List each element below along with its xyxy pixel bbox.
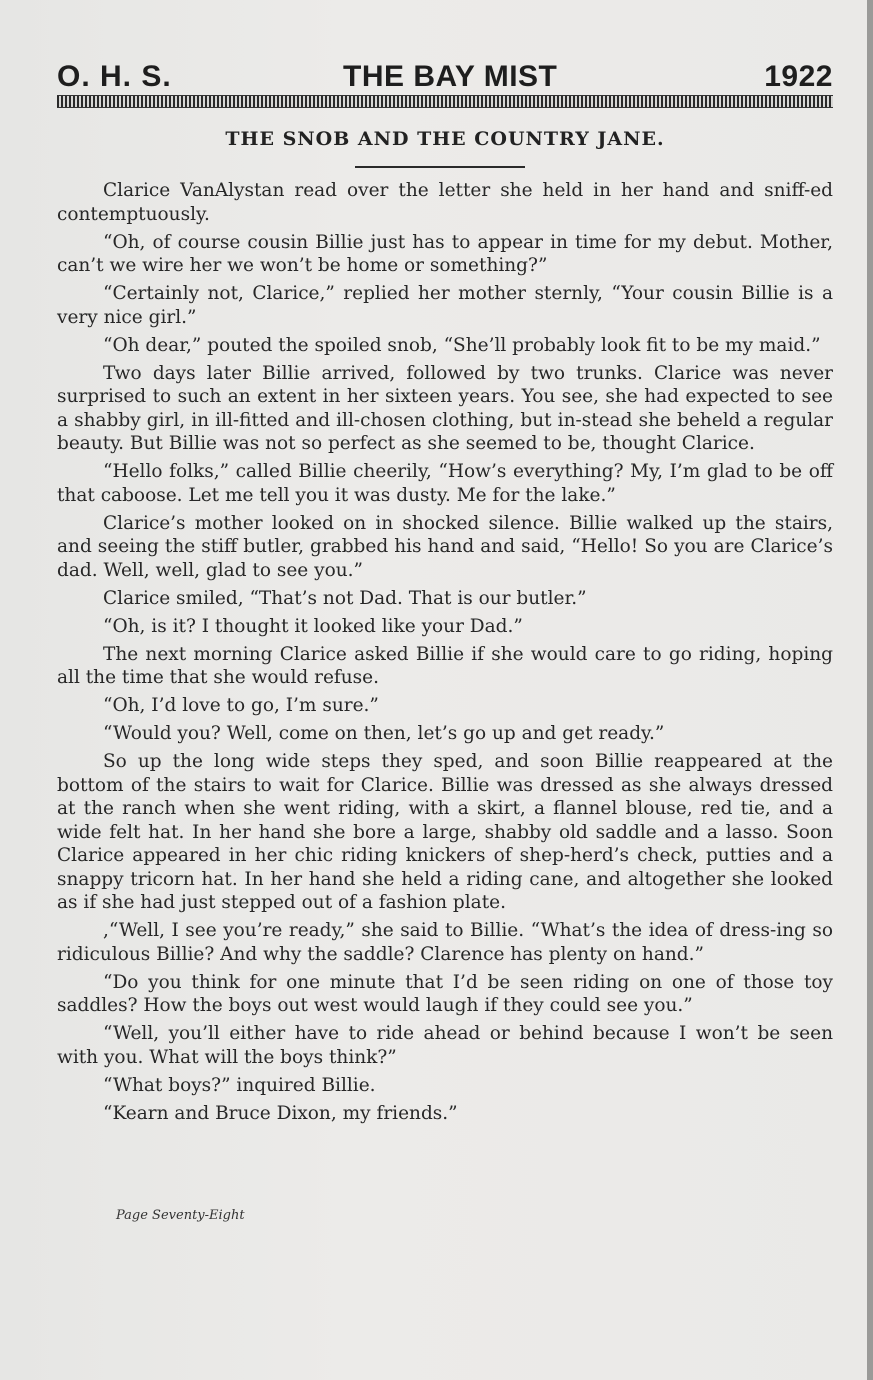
paragraph: ,“Well, I see you’re ready,” she said to Billie. “What’s the idea of dress-ing so ridiculous Billie? And why the saddle? Clarence has plenty on hand.” (57, 920, 833, 965)
header-decorative-rule (57, 95, 833, 108)
paragraph: “Do you think for one minute that I’d be seen riding on one of those toy saddles? How the boys out west would laugh if they could see you.” (57, 971, 833, 1016)
paragraph: So up the long wide steps they sped, and soon Billie reappeared at the bottom of the stairs to wait for Clarice. Billie was dressed as she always dressed at the ranch when she went riding, with a skirt, a flannel blouse, red tie, and a wide felt hat. In her hand she bore a large, shabby old saddle and a lasso. Soon Clarice appeared in her chic riding knickers of shep-herd’s check, putties and a snappy tricorn hat. In her hand she held a riding cane, and altogether she looked as if she had just stepped out of a fashion plate. (57, 751, 833, 913)
paragraph: “Well, you’ll either have to ride ahead or behind because I won’t be seen with you. What will the boys think?” (57, 1023, 833, 1068)
paragraph: Two days later Billie arrived, followed by two trunks. Clarice was never surprised to such an extent in her sixteen years. You see, she had expected to see a shabby girl, in ill-fitted and ill-chosen clothing, but in-stead she beheld a regular beauty. But Billie was not so perfect as she seemed to be, thought Clarice. (57, 362, 833, 454)
running-header (57, 60, 833, 96)
page-edge (867, 0, 873, 1380)
article-title: THE SNOB AND THE COUNTRY JANE. (225, 128, 665, 150)
article-body (57, 179, 833, 1130)
paragraph: “Certainly not, Clarice,” replied her mother sternly, “Your cousin Billie is a very nice girl.” (57, 283, 833, 328)
title-underline (355, 166, 525, 168)
paragraph: “Oh dear,” pouted the spoiled snob, “She’ll probably look fit to be my maid.” (103, 334, 821, 356)
paragraph: The next morning Clarice asked Billie if she would care to go riding, hoping all the time that she would refuse. (57, 643, 833, 688)
paragraph: “What boys?” inquired Billie. (103, 1074, 376, 1096)
paragraph: “Oh, of course cousin Billie just has to appear in time for my debut. Mother, can’t we wire her we won’t be home or something?” (57, 231, 833, 276)
paragraph: “Would you? Well, come on then, let’s go up and get ready.” (103, 723, 665, 744)
paragraph: “Kearn and Bruce Dixon, my friends.” (103, 1102, 458, 1124)
paragraph: “Oh, is it? I thought it looked like your Dad.” (103, 615, 523, 637)
header-publication: THE BAY MIST (343, 60, 558, 93)
paragraph: “Hello folks,” called Billie cheerily, “How’s everything? My, I’m glad to be off that caboose. Let me tell you it was dusty. Me for the lake.” (57, 461, 833, 506)
paragraph: “Oh, I’d love to go, I’m sure.” (103, 695, 379, 716)
page-number: Page Seventy-Eight (116, 1208, 245, 1223)
paragraph: Clarice smiled, “That’s not Dad. That is our butler.” (103, 587, 587, 609)
header-school: O. H. S. (57, 60, 172, 93)
header-year: 1922 (764, 60, 833, 93)
paragraph: Clarice’s mother looked on in shocked silence. Billie walked up the stairs, and seeing the stiff butler, grabbed his hand and said, “Hello! So you are Clarice’s dad. Well, well, glad to see you.” (57, 512, 833, 581)
paragraph: Clarice VanAlystan read over the letter she held in her hand and sniff-ed contemptuously. (57, 180, 833, 225)
